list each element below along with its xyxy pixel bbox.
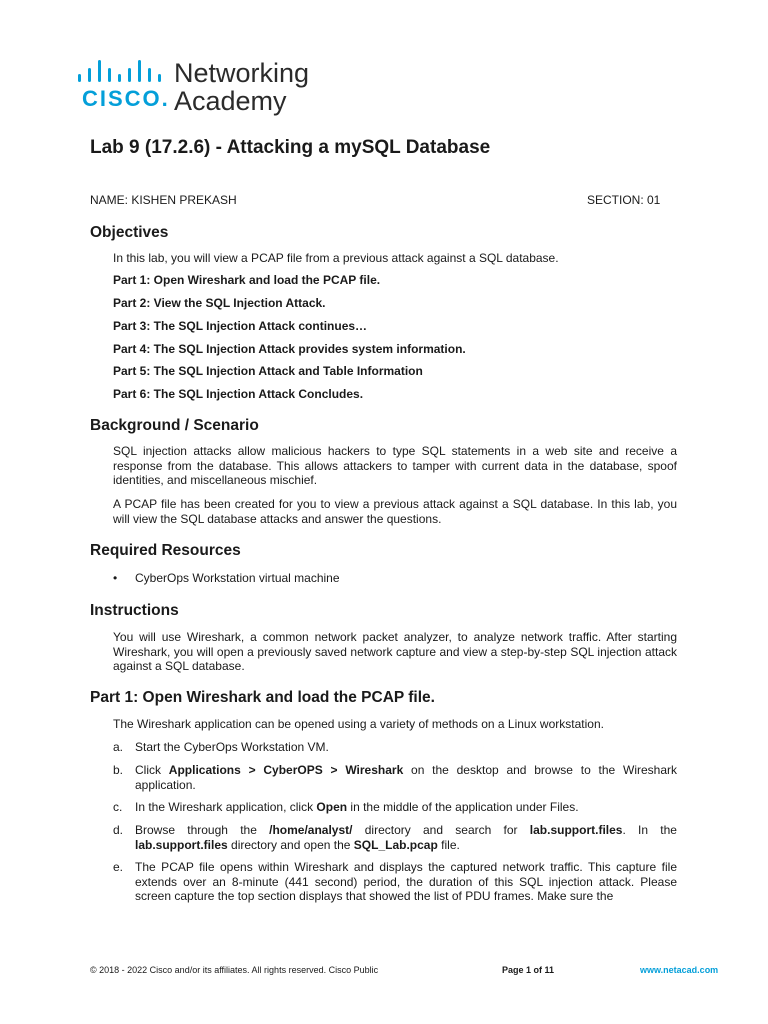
objective-part-5: Part 5: The SQL Injection Attack and Table Information xyxy=(113,364,423,378)
footer-page-number: Page 1 of 11 xyxy=(502,965,555,975)
step-text: Click Applications > CyberOPS > Wireshark on the desktop and browse to the Wireshark application. xyxy=(135,763,677,792)
objective-part-3: Part 3: The SQL Injection Attack continues… xyxy=(113,319,368,333)
objectives-intro: In this lab, you will view a PCAP file from a previous attack against a SQL database. xyxy=(113,251,559,265)
part1-intro: The Wireshark application can be opened using a variety of methods on a Linux workstation. xyxy=(113,717,604,731)
resource-item xyxy=(113,571,340,585)
objective-part-1: Part 1: Open Wireshark and load the PCAP file. xyxy=(113,273,381,287)
step-e xyxy=(113,860,677,904)
background-heading: Background / Scenario xyxy=(90,417,259,434)
section-number: SECTION: 01 xyxy=(587,193,661,207)
footer-netacad-link[interactable]: www.netacad.com xyxy=(640,965,719,975)
part1-heading: Part 1: Open Wireshark and load the PCAP file. xyxy=(90,689,435,706)
step-d xyxy=(113,823,677,852)
document-title: Lab 9 (17.2.6) - Attacking a mySQL Database xyxy=(90,137,491,158)
step-label: b. xyxy=(113,763,124,777)
resource-item-text: CyberOps Workstation virtual machine xyxy=(135,571,340,585)
step-text: Browse through the /home/analyst/ directory and search for lab.support.files. In the lab.support.files directory and open the SQL_Lab.pcap file. xyxy=(135,823,677,852)
brand-academy: Academy xyxy=(174,86,287,116)
step-c xyxy=(113,800,677,815)
student-name: NAME: KISHEN PREKASH xyxy=(90,193,237,207)
step-b xyxy=(113,763,677,792)
background-paragraph-1: SQL injection attacks allow malicious hackers to type SQL statements in a web site and receive a response from the database. This allows attackers to tamper with current data in the database, spoof identities, and miscellaneous mischief. xyxy=(113,444,677,487)
step-label: d. xyxy=(113,823,124,837)
step-text: Start the CyberOps Workstation VM. xyxy=(135,740,329,754)
step-label: a. xyxy=(113,740,124,754)
objectives-heading: Objectives xyxy=(90,224,169,241)
background-paragraph-2: A PCAP file has been created for you to view a previous attack against a SQL database. In this lab, you will view the SQL database attacks and answer the questions. xyxy=(113,497,677,526)
brand-networking: Networking xyxy=(174,58,310,88)
step-text: The PCAP file opens within Wireshark and displays the captured network traffic. This capture file extends over an 8-minute (441 second) period, the duration of this SQL injection attack. Please screen capture the top section displays that showed the list of PDU frames. Make sure the xyxy=(135,860,677,903)
cisco-wordmark: CISCO. xyxy=(82,86,170,111)
bullet-icon: • xyxy=(113,571,118,585)
cisco-bars-icon xyxy=(78,58,168,82)
instructions-heading: Instructions xyxy=(90,602,179,619)
step-text: In the Wireshark application, click Open in the middle of the application under Files. xyxy=(135,800,579,814)
step-label: c. xyxy=(113,800,123,814)
objective-part-4: Part 4: The SQL Injection Attack provides system information. xyxy=(113,342,466,356)
objective-part-6: Part 6: The SQL Injection Attack Concludes. xyxy=(113,387,364,401)
step-a xyxy=(113,740,677,755)
objective-part-2: Part 2: View the SQL Injection Attack. xyxy=(113,296,326,310)
instructions-paragraph: You will use Wireshark, a common network packet analyzer, to analyze network traffic. After starting Wireshark, you will open a previously saved network capture and view a step-by-step SQL injection attack against a SQL database. xyxy=(113,630,677,673)
step-label: e. xyxy=(113,860,124,874)
footer-copyright: © 2018 - 2022 Cisco and/or its affiliates. All rights reserved. Cisco Public xyxy=(90,965,379,975)
resources-heading: Required Resources xyxy=(90,542,241,559)
